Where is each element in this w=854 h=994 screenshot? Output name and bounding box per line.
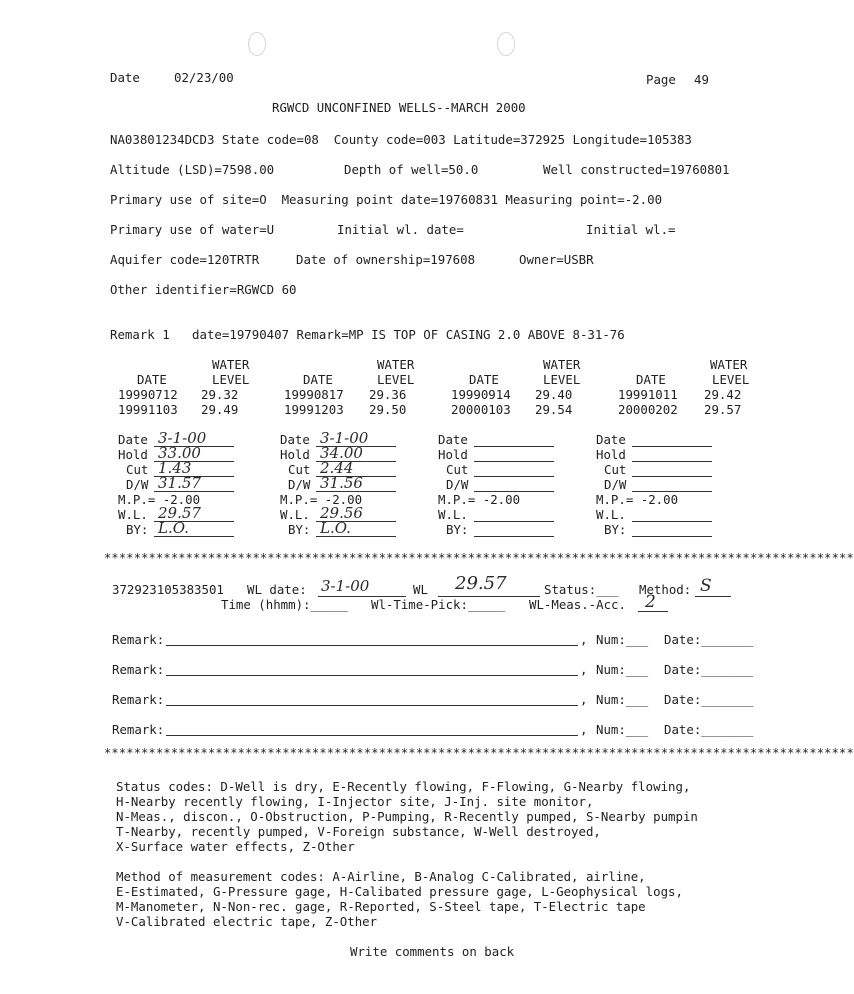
- form-label-by: BY:: [288, 522, 311, 537]
- ownership-date: Date of ownership=197608: [296, 252, 476, 267]
- hist-level-3: LEVEL: [543, 372, 581, 387]
- form-label-mp: M.P.= -2.00: [438, 492, 521, 507]
- form-label-wl: W.L.: [118, 507, 148, 522]
- form-label-dw: D/W: [288, 477, 311, 492]
- form-label-wl: W.L.: [280, 507, 310, 522]
- other-identifier: Other identifier=RGWCD 60: [110, 282, 297, 297]
- hist-date-2: DATE: [303, 372, 333, 387]
- form-label-hold: Hold: [438, 447, 468, 462]
- form-field-by[interactable]: L.O.: [320, 519, 351, 537]
- footer-note: Write comments on back: [350, 944, 515, 959]
- form-label-date: Date: [438, 432, 468, 447]
- hist-cell: 19991011: [618, 387, 678, 402]
- hist-level-1: LEVEL: [212, 372, 250, 387]
- hist-water-3: WATER: [543, 357, 581, 372]
- form-field-wl[interactable]: 29.57: [158, 504, 201, 522]
- form-field-date[interactable]: 3-1-00: [158, 429, 207, 447]
- hist-water-1: WATER: [212, 357, 250, 372]
- status-codes-line: T-Nearby, recently pumped, V-Foreign substance, W-Well destroyed,: [116, 824, 601, 839]
- hist-cell: 19991103: [118, 402, 178, 417]
- form-label-wl: W.L.: [438, 507, 468, 522]
- status-codes-line: Status codes: D-Well is dry, E-Recently flowing, F-Flowing, G-Nearby flowing,: [116, 779, 691, 794]
- form-label-by: BY:: [604, 522, 627, 537]
- meas-acc-label: WL-Meas.-Acc.: [529, 597, 626, 612]
- wl-field[interactable]: 29.57: [455, 573, 507, 594]
- status-codes-line: H-Nearby recently flowing, I-Injector site, J-Inj. site monitor,: [116, 794, 594, 809]
- remark-field[interactable]: [166, 705, 578, 706]
- form-field-hold[interactable]: 33.00: [158, 444, 201, 462]
- hist-cell: 29.40: [535, 387, 573, 402]
- form-field-cut[interactable]: 1.43: [158, 459, 192, 477]
- time-pick-field[interactable]: Wl-Time-Pick:_____: [371, 597, 506, 612]
- altitude: Altitude (LSD)=7598.00: [110, 162, 275, 177]
- remark-comma: ,: [580, 662, 588, 677]
- page-number: 49: [694, 72, 709, 87]
- punch-hole-left: [248, 32, 266, 56]
- wl-date-field[interactable]: 3-1-00: [321, 577, 370, 595]
- remark-comma: ,: [580, 692, 588, 707]
- separator-stars: *****************************************************************************************************: [104, 746, 854, 760]
- primary-use-water: Primary use of water=U: [110, 222, 275, 237]
- form-label-wl: W.L.: [596, 507, 626, 522]
- hist-water-2: WATER: [377, 357, 415, 372]
- meas-acc-field[interactable]: 2: [645, 592, 656, 612]
- time-field[interactable]: Time (hhmm):_____: [221, 597, 348, 612]
- form-label-hold: Hold: [280, 447, 310, 462]
- hist-cell: 29.49: [201, 402, 239, 417]
- remark-label: Remark:: [112, 632, 165, 647]
- header-date-value: 02/23/00: [174, 70, 234, 85]
- form-label-cut: Cut: [126, 462, 149, 477]
- separator-stars: *****************************************************************************************************: [104, 551, 854, 565]
- status-field[interactable]: Status:___: [544, 582, 619, 597]
- hist-cell: 19990817: [284, 387, 344, 402]
- wl-label: WL: [413, 582, 428, 597]
- remark-date-field[interactable]: Date:_______: [664, 632, 754, 647]
- remark-comma: ,: [580, 632, 588, 647]
- form-label-dw: D/W: [604, 477, 627, 492]
- method-field[interactable]: S: [700, 576, 712, 596]
- form-label-date: Date: [118, 432, 148, 447]
- hist-level-2: LEVEL: [377, 372, 415, 387]
- remark-field[interactable]: [166, 735, 578, 736]
- method-codes-line: Method of measurement codes: A-Airline, B-Analog C-Calibrated, airline,: [116, 869, 646, 884]
- remark-field[interactable]: [166, 645, 578, 646]
- remark-num-field[interactable]: Num:___: [596, 692, 649, 707]
- form-label-date: Date: [280, 432, 310, 447]
- remark-date-field[interactable]: Date:_______: [664, 722, 754, 737]
- form-label-by: BY:: [126, 522, 149, 537]
- status-codes-line: X-Surface water effects, Z-Other: [116, 839, 355, 854]
- form-label-hold: Hold: [118, 447, 148, 462]
- form-label-date: Date: [596, 432, 626, 447]
- remark-label: Remark:: [112, 722, 165, 737]
- remark-1: Remark 1 date=19790407 Remark=MP IS TOP OF CASING 2.0 ABOVE 8-31-76: [110, 327, 625, 342]
- hist-cell: 19990712: [118, 387, 178, 402]
- punch-hole-right: [497, 32, 515, 56]
- remark-label: Remark:: [112, 662, 165, 677]
- form-field-date[interactable]: 3-1-00: [320, 429, 369, 447]
- hist-date-3: DATE: [469, 372, 499, 387]
- hist-date-4: DATE: [636, 372, 666, 387]
- form-label-cut: Cut: [446, 462, 469, 477]
- hist-cell: 29.36: [369, 387, 407, 402]
- hist-water-4: WATER: [710, 357, 748, 372]
- header-date-label: Date: [110, 70, 140, 85]
- initial-wl-date: Initial wl. date=: [337, 222, 464, 237]
- hist-cell: 29.32: [201, 387, 239, 402]
- hist-cell: 29.54: [535, 402, 573, 417]
- form-field-hold[interactable]: 34.00: [320, 444, 363, 462]
- hist-cell: 20000103: [451, 402, 511, 417]
- remark-num-field[interactable]: Num:___: [596, 722, 649, 737]
- hist-cell: 29.42: [704, 387, 742, 402]
- well-constructed: Well constructed=19760801: [543, 162, 730, 177]
- method-codes-line: M-Manometer, N-Non-rec. gage, R-Reported, S-Steel tape, T-Electric tape: [116, 899, 646, 914]
- hist-cell: 29.50: [369, 402, 407, 417]
- remark-label: Remark:: [112, 692, 165, 707]
- form-label-dw: D/W: [446, 477, 469, 492]
- hist-cell: 20000202: [618, 402, 678, 417]
- form-field-dw[interactable]: 31.57: [158, 474, 201, 492]
- remark-comma: ,: [580, 722, 588, 737]
- primary-use-site: Primary use of site=O Measuring point date=19760831 Measuring point=-2.00: [110, 192, 663, 207]
- form-label-by: BY:: [446, 522, 469, 537]
- hist-level-4: LEVEL: [712, 372, 750, 387]
- form-label-mp: M.P.= -2.00: [118, 492, 201, 507]
- remark-field[interactable]: [166, 675, 578, 676]
- page-label: Page: [646, 72, 676, 87]
- hist-cell: 19991203: [284, 402, 344, 417]
- report-title: RGWCD UNCONFINED WELLS--MARCH 2000: [272, 100, 526, 115]
- method-codes-line: V-Calibrated electric tape, Z-Other: [116, 914, 378, 929]
- status-codes-line: N-Meas., discon., O-Obstruction, P-Pumping, R-Recently pumped, S-Nearby pumpin: [116, 809, 698, 824]
- form-field-cut[interactable]: 2.44: [320, 459, 354, 477]
- entry-site-id: 372923105383501: [112, 582, 224, 597]
- remark-date-field[interactable]: Date:_______: [664, 692, 754, 707]
- wl-date-label: WL date:: [247, 582, 307, 597]
- form-field-wl[interactable]: 29.56: [320, 504, 363, 522]
- form-label-mp: M.P.= -2.00: [280, 492, 363, 507]
- remark-num-field[interactable]: Num:___: [596, 662, 649, 677]
- remark-num-field[interactable]: Num:___: [596, 632, 649, 647]
- hist-cell: 19990914: [451, 387, 511, 402]
- form-field-by[interactable]: L.O.: [158, 519, 189, 537]
- method-label: Method:: [639, 582, 692, 597]
- method-codes-line: E-Estimated, G-Pressure gage, H-Calibated pressure gage, L-Geophysical logs,: [116, 884, 683, 899]
- well-depth: Depth of well=50.0: [344, 162, 479, 177]
- remark-date-field[interactable]: Date:_______: [664, 662, 754, 677]
- site-line1: NA03801234DCD3 State code=08 County code=003 Latitude=372925 Longitude=105383: [110, 132, 692, 147]
- form-field-dw[interactable]: 31.56: [320, 474, 363, 492]
- initial-wl: Initial wl.=: [586, 222, 676, 237]
- hist-date-1: DATE: [137, 372, 167, 387]
- form-label-cut: Cut: [288, 462, 311, 477]
- form-label-hold: Hold: [596, 447, 626, 462]
- aquifer-code: Aquifer code=120TRTR: [110, 252, 260, 267]
- owner: Owner=USBR: [519, 252, 594, 267]
- form-label-cut: Cut: [604, 462, 627, 477]
- form-label-dw: D/W: [126, 477, 149, 492]
- hist-cell: 29.57: [704, 402, 742, 417]
- form-label-mp: M.P.= -2.00: [596, 492, 679, 507]
